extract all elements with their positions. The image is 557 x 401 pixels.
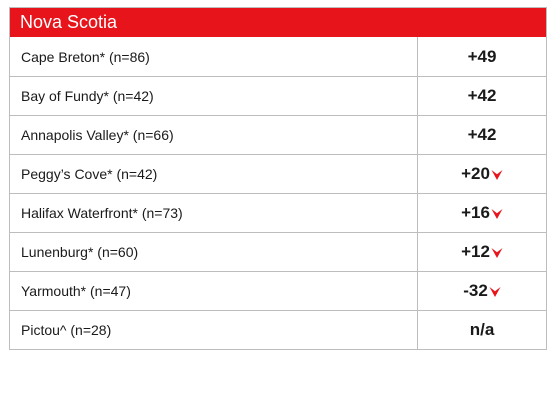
results-table [9, 7, 547, 350]
location-label: Peggy’s Cove* (n=42) [10, 155, 418, 193]
score-cell [418, 311, 546, 349]
down-arrow-icon [491, 169, 503, 181]
table-row [10, 115, 546, 154]
table-header: Nova Scotia [10, 8, 546, 37]
down-arrow-icon [491, 208, 503, 220]
location-label: Pictou^ (n=28) [10, 311, 418, 349]
location-label: Halifax Waterfront* (n=73) [10, 194, 418, 232]
score-cell [418, 194, 546, 232]
score-value: +12 [461, 242, 490, 261]
score-cell [418, 272, 546, 310]
score-cell [418, 116, 546, 154]
location-label: Yarmouth* (n=47) [10, 272, 418, 310]
down-arrow-icon [489, 286, 501, 298]
score-value: +16 [461, 203, 490, 222]
score-cell [418, 37, 546, 76]
down-arrow-icon [491, 247, 503, 259]
score-value: n/a [469, 320, 495, 339]
table-row [10, 154, 546, 193]
table-row [10, 271, 546, 310]
table-body [10, 37, 546, 349]
score-value: +20 [461, 164, 490, 183]
score-value: +42 [467, 86, 497, 105]
score-value: +49 [467, 46, 497, 66]
score-cell [418, 77, 546, 115]
score-value: -32 [463, 281, 488, 300]
location-label: Annapolis Valley* (n=66) [10, 116, 418, 154]
score-value: +42 [467, 125, 497, 144]
score-cell [418, 233, 546, 271]
table-row [10, 76, 546, 115]
table-row [10, 37, 546, 76]
table-row [10, 310, 546, 349]
location-label: Bay of Fundy* (n=42) [10, 77, 418, 115]
table-row [10, 193, 546, 232]
location-label: Cape Breton* (n=86) [10, 37, 418, 76]
table-row [10, 232, 546, 271]
score-cell [418, 155, 546, 193]
location-label: Lunenburg* (n=60) [10, 233, 418, 271]
